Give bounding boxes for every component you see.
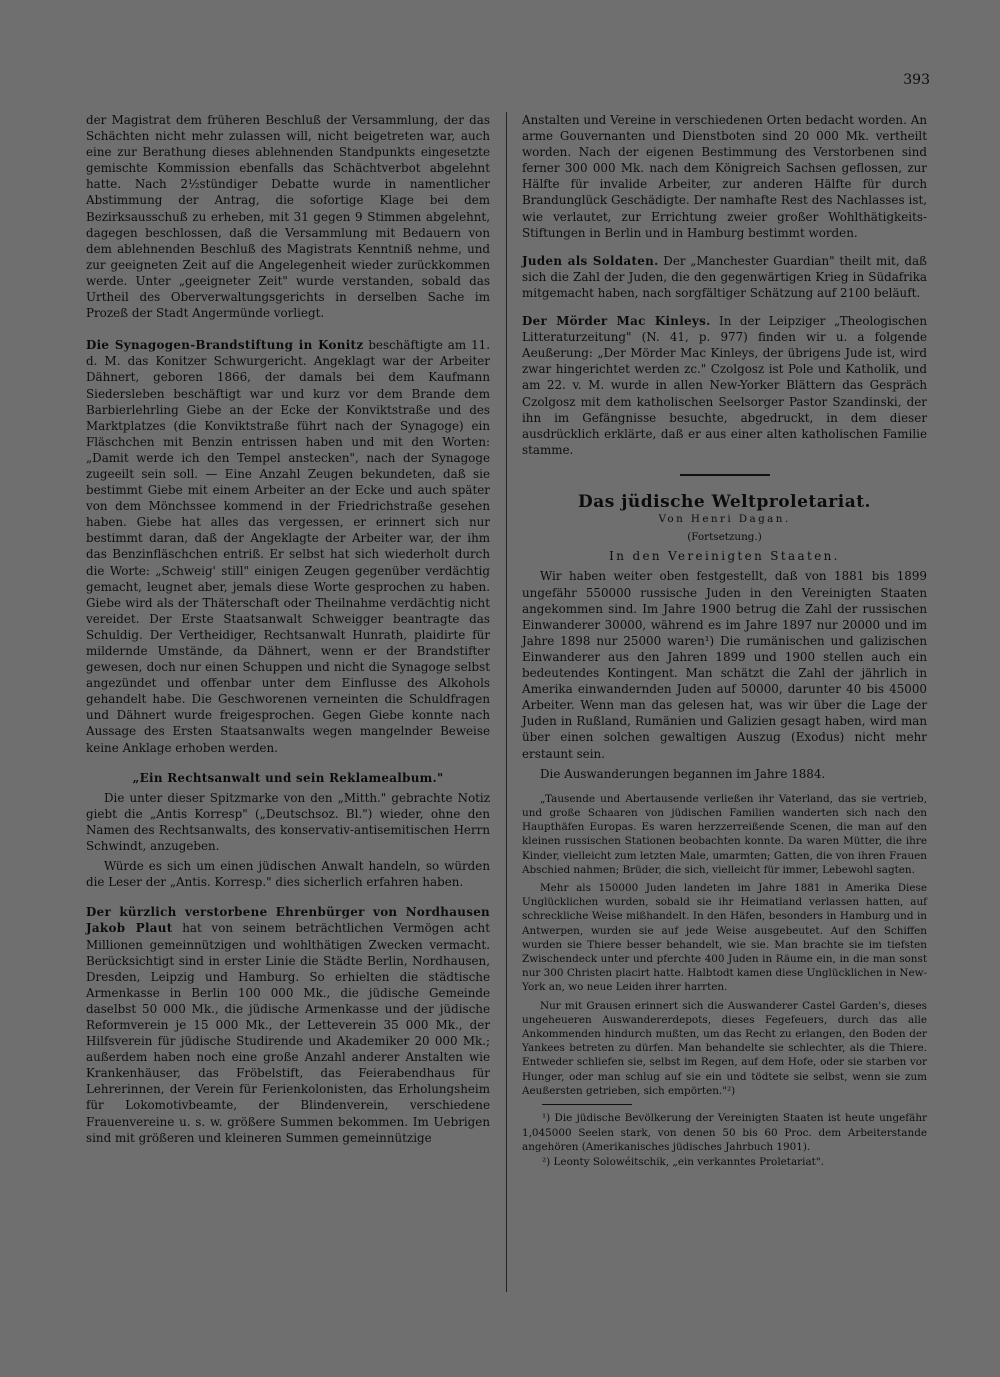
mckinley-heading: Der Mörder Mac Kinleys.	[522, 314, 711, 329]
right-paragraph-1: Anstalten und Vereine in verschiedenen Orten bedacht worden. An arme Gouvernanten und Dienstboten sind 20 000 Mk. vertheilt worden. Nach der eigenen Bestimmung des Verstorbenen sind ferner 300 000 Mk. nach dem Königreich Sachsen geflossen, zur Hälfte für invalide Arbeiter, zur anderen Hälfte für durch Brandunglück Geschädigte. Der namhafte Rest des Nachlasses ist, wie verlautet, zur Errichtung zweier großer Wohlthätigkeits-Stiftungen in Berlin und in Hamburg bestimmt worden.	[522, 113, 927, 240]
section-separator	[680, 474, 770, 476]
quote-paragraph-3: Nur mit Grausen erinnert sich die Auswanderer Castel Garden's, dieses ungeheueren Auswandererdepots, dieses Fegefeuers, durch das alle Ankommenden hindurch mußten, um das Recht zu erlangen, den Boden der Yankees betreten zu dürfen. Man behandelte sie schlechter, als die Thiere. Entweder schliefen sie, selbst im Regen, auf dem Hofe, oder sie starben vor Hunger, oder man schlug auf sie ein und tödtete sie selbst, wenn sie zum Aeußersten getrieben, sich empörten."²)	[522, 999, 927, 1097]
article-subheading: In den Vereinigten Staaten.	[609, 549, 840, 564]
left-column	[86, 112, 490, 1156]
article-paragraph-2: Die Auswanderungen begannen im Jahre 1884.	[540, 766, 826, 781]
lawyer-album-body: Die unter dieser Spitzmarke von den „Mitth." gebrachte Notiz giebt die „Antis Korresp" („Deutschsoz. Bl.") wieder, ohne den Namen des Rechtsanwalts, des konservativ-antisemitischen Herrn Schwindt, anzugeben.	[86, 790, 490, 854]
jews-soldiers-heading: Juden als Soldaten.	[522, 253, 659, 268]
column-divider	[506, 112, 507, 1292]
jews-soldiers-body: Der „Manchester Guardian" theilt mit, daß sich die Zahl der Juden, die den gegenwärtigen Krieg in Südafrika mitgemacht haben, nach sorgfältiger Schätzung auf 2100 beläuft.	[522, 253, 928, 300]
quote-paragraph-1: „Tausende und Abertausende verließen ihr Vaterland, das sie vertrieb, und große Schaaren von jüdischen Familien wanderten sich nach den Haupthäfen Europas. Es waren herzzerreißende Scenen, die man auf den kleinen russischen Stationen beobachten konnte. Da waren Mütter, die ihre Kinder, vielleicht zum letzten Male, umarmten; Gatten, die von ihren Frauen Abschied nahmen; Brüder, die sich, vielleicht für immer, Lebewohl sagten.	[522, 792, 927, 876]
left-paragraph-1: der Magistrat dem früheren Beschluß der Versammlung, der das Schächten nicht mehr zulassen will, nicht beigetreten war, auch eine zur Berathung dieses ablehnenden Standpunkts eingesetzte gemischte Kommission ebenfalls das Schächtverbot abgelehnt hatte. Nach 2½stündiger Debatte wurde in namentlicher Abstimmung der Antrag, die sofortige Klage bei dem Bezirksausschuß zu erheben, mit 31 gegen 9 Stimmen abgelehnt, dagegen beschlossen, daß die Versammlung mit Bedauern von dem ablehnenden Beschluß des Magistrats Kenntniß nehme, und zur geeigneten Zeit auf die Angelegenheit wieder zurückkommen werde. Unter „geeigneter Zeit" wurde verstanden, sobald das Urtheil des Oberverwaltungsgerichts in derselben Sache im Prozeß der Stadt Angermünde vorliegt.	[86, 113, 490, 321]
lawyer-album-body-2: Würde es sich um einen jüdischen Anwalt handeln, so würden die Leser der „Antis. Korresp." dies sicherlich erfahren haben.	[86, 859, 490, 890]
synagogue-arson-heading: Die Synagogen-Brandstiftung in Konitz	[86, 338, 364, 353]
article-title: Das jüdische Weltproletariat.	[578, 491, 871, 512]
synagogue-arson-article	[86, 337, 490, 755]
article-paragraph-1: Wir haben weiter oben festgestellt, daß von 1881 bis 1899 ungefähr 550000 russische Juden in den Vereinigten Staaten angekommen sind. Im Jahre 1900 betrug die Zahl der russischen Einwanderer 30000, während es im Jahre 1897 nur 20000 und im Jahre 1898 nur 25000 waren¹) Die rumänischen und galizischen Einwanderer aus den Jahren 1899 und 1900 stellen auch ein bedeutendes Kontingent. Man schätzt die Zahl der jährlich in Amerika einwandernden Juden auf 50000, darunter 40 bis 45000 Arbeiter. Wenn man das gelesen hat, was wir über die Lage der Juden in Rußland, Rumänien und Galizien gesagt haben, wird man über einen solchen gewaltigen Auszug (Exodus) nicht mehr erstaunt sein.	[522, 569, 927, 761]
right-column	[522, 112, 927, 1169]
mckinley-body: In der Leipziger „Theologischen Litteraturzeitung" (N. 41, p. 977) finden wir u. a folgende Aeußerung: „Der Mörder Mac Kinleys, der übrigens Jude ist, wird zwar hingerichtet werden zc." Czolgosz ist Pole und Katholik, und am 22. v. M. wurde in allen New-Yorker Blättern das Gespräch Czolgosz mit dem katholischen Seelsorger Pastor Szandinski, der ihn im Gefängnisse besuchte, abgedruckt, in dem dieser ausdrücklich erklärte, daß er aus einer alten katholischen Familie stamme.	[522, 314, 927, 457]
lawyer-album-heading: „Ein Rechtsanwalt und sein Reklamealbum."	[132, 770, 444, 785]
footnote-1: ¹) Die jüdische Bevölkerung der Vereinigten Staaten ist heute ungefähr 1,045000 Seelen stark, von denen 50 bis 60 Proc. dem Arbeiterstande angehören (Amerikanisches jüdisches Jahrbuch 1901).	[522, 1111, 927, 1154]
mckinley-article	[522, 313, 927, 458]
article-continuation: (Fortsetzung.)	[687, 531, 762, 544]
synagogue-arson-body: beschäftigte am 11. d. M. das Konitzer Schwurgericht. Angeklagt war der Arbeiter Dähnert, geboren 1866, der damals bei dem Kaufmann Siedersleben beschäftigt war und kurz vor dem Brande dem Barbierlehrling Giebe an der Ecke der Konviktstraße und des Marktplatzes (die Konviktstraße führt nach der Synagoge) ein Fläschchen mit Benzin entrissen haben und mit den Worten: „Damit werde ich den Tempel anstecken", nach der Synagoge zugeeilt sein soll. — Eine Anzahl Zeugen bekundeten, daß sie bestimmt Giebe mit einem Arbeiter an der Ecke und auch später von dem Mönchssee kommend in der Friedrichstraße gesehen haben. Giebe hat alles das vergessen, er erinnert sich nur bestimmt daran, daß der Angeklagte der Arbeiter war, der ihm das Benzinfläschchen entriß. Er selbst hat sich wiederholt durch die Worte: „Schweig' still" einigen Zeugen gegenüber verdächtig gemacht, leugnet aber, jemals diese Worte gesprochen zu haben. Giebe wird als der Thäterschaft oder Theilnahme verdächtig nicht vereidet. Der Erste Staatsanwalt Schweigger beantragte das Schuldig. Der Vertheidiger, Rechtsanwalt Hunrath, plaidirte für mildernde Umstände, da Dähnert, wenn er der Brandstifter gewesen, doch nur einen Schuppen und nicht die Synagoge selbst angezündet und offenbar unter dem Einflusse des Alkohols gehandelt habe. Die Geschworenen verneinten die Schuldfragen und Dähnert wurde freigesprochen. Gegen Giebe konnte nach Aussage des Ersten Staatsanwalts wegen mangelnder Beweise keine Anklage erhoben werden.	[86, 338, 491, 755]
plaut-heading: Der kürzlich verstorbene Ehrenbürger von Nordhausen Jakob Plaut	[86, 905, 490, 936]
footnote-rule	[542, 1104, 632, 1105]
jews-soldiers-article	[522, 253, 927, 301]
footnote-2: ²) Leonty Solowéitschik, „ein verkanntes Proletariat".	[542, 1155, 824, 1168]
plaut-body: hat von seinem beträchtlichen Vermögen acht Millionen gemeinnützigen und wohlthätigen Zwecken vermacht. Berücksichtigt sind in erster Linie die Städte Berlin, Nordhausen, Dresden, Leipzig und Hamburg. So erhielten die städtische Armenkasse in Berlin 100 000 Mk., die jüdische Gemeinde daselbst 50 000 Mk., die jüdische Armenkasse und der jüdische Reformverein je 15 000 Mk., der Letteverein 35 000 Mk., der Hilfsverein für jüdische Studirende und Akademiker 20 000 Mk.; außerdem haben noch eine große Anzahl anderer Anstalten wie Krankenhäuser, das Fröbelstift, das Feierabendhaus für Lehrerinnen, der Verein für Ferienkolonisten, das Erholungsheim für Lokomotivbeamte, der Blindenverein, verschiedene Frauenvereine u. s. w. größere Summen bekommen. Im Uebrigen sind mit größeren und kleineren Summen gemeinnützige	[86, 921, 490, 1145]
page-number: 393	[903, 72, 930, 88]
quote-paragraph-2: Mehr als 150000 Juden landeten im Jahre 1881 in Amerika Diese Unglücklichen wurden, sobald sie ihr Heimatland verlassen hatten, auf schreckliche Weise mißhandelt. In den Häfen, besonders in Hamburg und in Antwerpen, wurden sie auf jede Weise ausgebeutet. Auf den Schiffen wurden sie Thiere besser behandelt, wie sie. Man brachte sie im tiefsten Zwischendeck unter und pferchte 400 Juden in Räume ein, in die man sonst nur 300 Christen placirt hatte. Halbtodt kamen diese Unglücklichen in New-York an, wo neue Leiden ihrer harrten.	[522, 881, 927, 994]
plaut-article	[86, 904, 490, 1145]
article-byline: Von Henri Dagan.	[658, 512, 791, 525]
